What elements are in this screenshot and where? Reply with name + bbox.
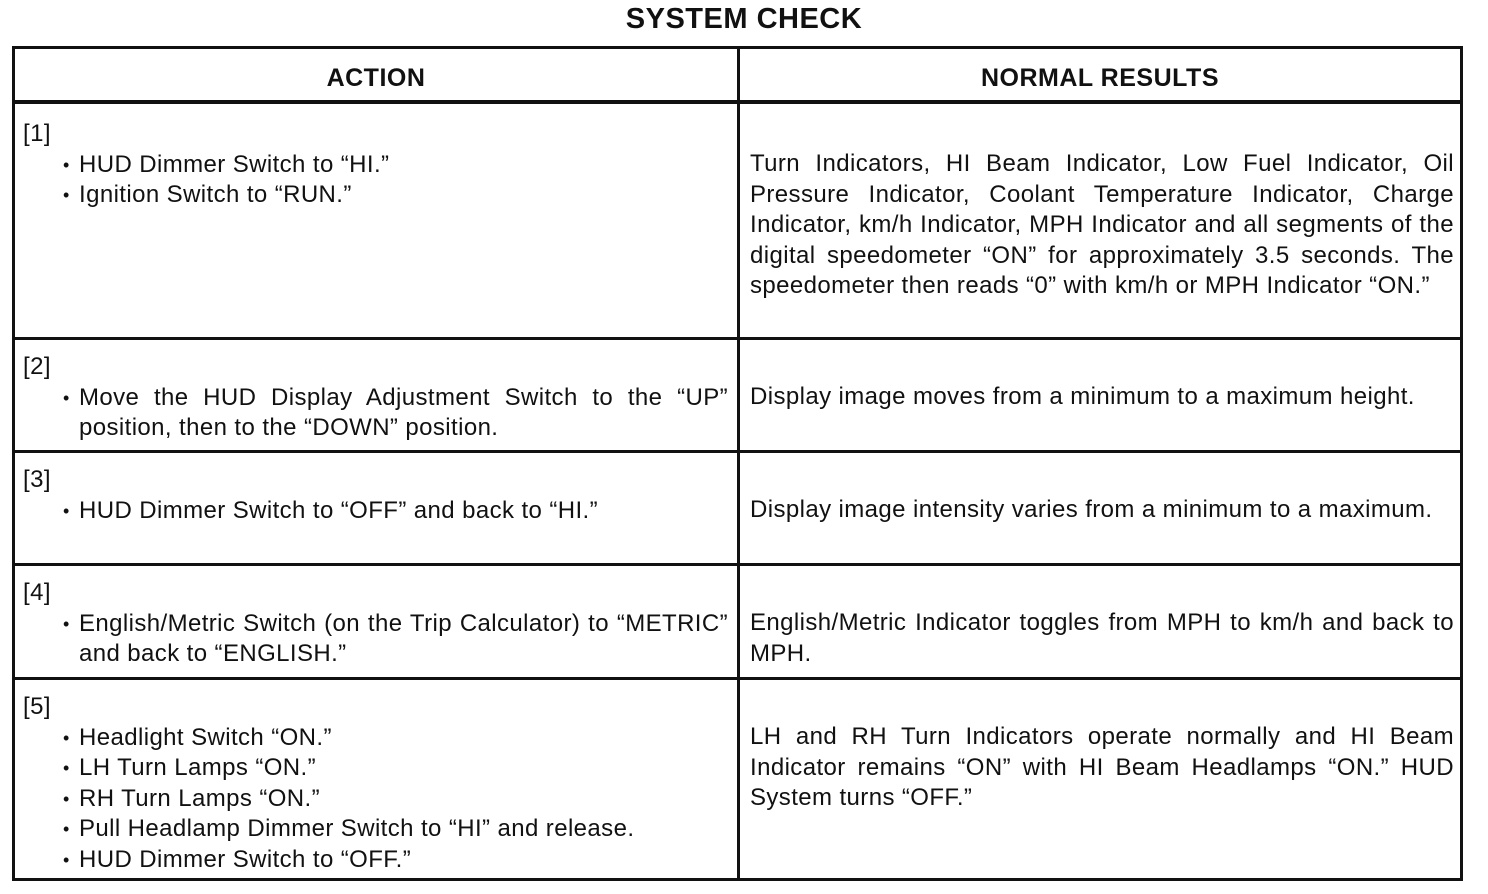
column-header-action: ACTION xyxy=(326,64,426,92)
action-cell xyxy=(23,692,728,875)
step-number: [2] xyxy=(23,353,51,380)
system-check-table xyxy=(12,46,1463,881)
action-cell xyxy=(23,465,728,526)
action-list xyxy=(23,383,728,444)
step-number: [4] xyxy=(23,579,51,606)
action-cell xyxy=(23,352,728,444)
action-list xyxy=(23,150,728,211)
table-row xyxy=(15,680,1460,878)
table-row xyxy=(15,104,1460,340)
action-list xyxy=(23,496,728,527)
step-number: [3] xyxy=(23,466,51,493)
table-row xyxy=(15,566,1460,680)
result-cell: Display image intensity varies from a minimum to a maximum. xyxy=(750,496,1433,523)
action-list xyxy=(23,723,728,876)
action-list xyxy=(23,609,728,670)
action-item: • HUD Dimmer Switch to “OFF.” xyxy=(63,845,728,876)
action-item: • Pull Headlamp Dimmer Switch to “HI” and release. xyxy=(63,814,728,845)
result-cell: English/Metric Indicator toggles from MPH to km/h and back to MPH. xyxy=(750,609,1454,667)
table-row xyxy=(15,453,1460,566)
action-item: • HUD Dimmer Switch to “HI.” xyxy=(63,150,728,181)
result-cell: Display image moves from a minimum to a maximum height. xyxy=(750,383,1415,410)
table-row xyxy=(15,340,1460,453)
result-cell: Turn Indicators, HI Beam Indicator, Low Fuel Indicator, Oil Pressure Indicator, Coolant Temperature Indicator, Charge Indicator, km/h Indicator, MPH Indicator and all segments of the digital speedometer “ON” for approximately 3.5 seconds. The speedometer then reads “0” with km/h or MPH Indicator “ON.” xyxy=(750,150,1454,299)
column-header-results: NORMAL RESULTS xyxy=(980,64,1220,92)
action-item: • LH Turn Lamps “ON.” xyxy=(63,753,728,784)
action-cell xyxy=(23,578,728,670)
action-item: • HUD Dimmer Switch to “OFF” and back to “HI.” xyxy=(63,496,728,527)
result-cell: LH and RH Turn Indicators operate normally and HI Beam Indicator remains “ON” with HI Beam Headlamps “ON.” HUD System turns “OFF.” xyxy=(750,723,1454,811)
step-number: [1] xyxy=(23,120,51,147)
action-item: • RH Turn Lamps “ON.” xyxy=(63,784,728,815)
step-number: [5] xyxy=(23,693,51,720)
table-header xyxy=(15,49,1460,104)
action-item: • Headlight Switch “ON.” xyxy=(63,723,728,754)
action-cell xyxy=(23,119,728,211)
action-item: • English/Metric Switch (on the Trip Calculator) to “METRIC” and back to “ENGLISH.” xyxy=(63,609,728,670)
page-title: SYSTEM CHECK xyxy=(625,3,863,35)
action-item: • Move the HUD Display Adjustment Switch to the “UP” position, then to the “DOWN” position. xyxy=(63,383,728,444)
action-item: • Ignition Switch to “RUN.” xyxy=(63,180,728,211)
